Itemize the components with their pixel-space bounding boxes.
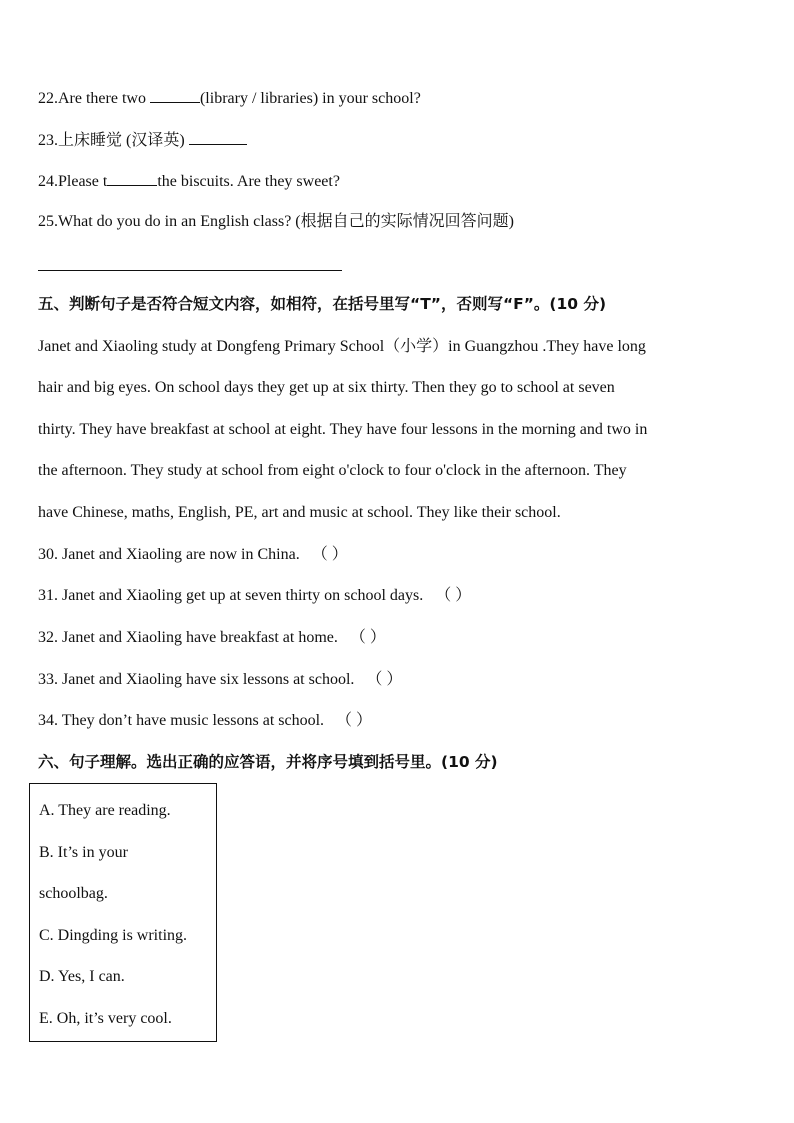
- judge-item-32: [38, 628, 386, 648]
- question-number: 23.: [38, 132, 58, 149]
- option-d: D. Yes, I can.: [39, 968, 125, 985]
- option-a: A. They are reading.: [39, 802, 171, 819]
- question-23: [38, 129, 247, 151]
- option-e: E. Oh, it’s very cool.: [39, 1010, 172, 1027]
- answer-parentheses[interactable]: （ ）: [311, 546, 348, 563]
- passage-line: hair and big eyes. On school days they get up at six thirty. Then they go to school at seven: [38, 379, 615, 396]
- question-text: What do you do in an English class? (根据自己的实际情况回答问题): [58, 213, 514, 230]
- answer-parentheses[interactable]: （ ）: [336, 712, 373, 729]
- passage-line: the afternoon. They study at school from eight o'clock to four o'clock in the afternoon. They: [38, 462, 627, 479]
- passage-line: thirty. They have breakfast at school at eight. They have four lessons in the morning and two in: [38, 421, 648, 438]
- judge-item-30: [38, 545, 348, 565]
- judge-item-33: [38, 670, 402, 690]
- answer-parentheses[interactable]: （ ）: [366, 671, 403, 688]
- question-22: [38, 87, 421, 109]
- passage-line: have Chinese, maths, English, PE, art and music at school. They like their school.: [38, 504, 561, 521]
- question-text: Are there two: [58, 90, 150, 107]
- judge-item-text: 33. Janet and Xiaoling have six lessons at school.: [38, 671, 355, 688]
- options-box: [29, 783, 217, 1042]
- judge-item-text: 34. They don’t have music lessons at school.: [38, 712, 325, 729]
- question-text-after: (library / libraries) in your school?: [199, 90, 421, 107]
- judge-item-text: 32. Janet and Xiaoling have breakfast at home.: [38, 629, 338, 646]
- question-25: [38, 212, 514, 232]
- answer-blank[interactable]: [189, 129, 247, 145]
- judge-item-31: [38, 586, 471, 606]
- answer-parentheses[interactable]: （ ）: [349, 629, 386, 646]
- question-text: 上床睡觉 (汉译英): [58, 132, 189, 149]
- section-5-heading: 五、判断句子是否符合短文内容，如相符，在括号里写“T”，否则写“F”。(10 分): [38, 295, 607, 313]
- answer-blank[interactable]: [107, 170, 157, 186]
- option-b: B. It’s in your: [39, 844, 128, 861]
- question-number: 25.: [38, 213, 58, 230]
- question-number: 22.: [38, 90, 58, 107]
- judge-item-34: [38, 711, 372, 731]
- judge-item-text: 30. Janet and Xiaoling are now in China.: [38, 546, 300, 563]
- judge-item-text: 31. Janet and Xiaoling get up at seven thirty on school days.: [38, 587, 424, 604]
- question-number: 24.: [38, 173, 58, 190]
- answer-line[interactable]: [38, 270, 342, 271]
- question-text: Please t: [58, 173, 108, 190]
- question-text-after: the biscuits. Are they sweet?: [157, 173, 340, 190]
- passage-line: Janet and Xiaoling study at Dongfeng Primary School（小学）in Guangzhou .They have long: [38, 338, 646, 355]
- section-6-heading: 六、句子理解。选出正确的应答语，并将序号填到括号里。(10 分): [38, 753, 498, 771]
- answer-parentheses[interactable]: （ ）: [435, 587, 472, 604]
- option-b-continued: schoolbag.: [39, 885, 108, 902]
- question-24: [38, 170, 340, 192]
- answer-blank[interactable]: [150, 87, 200, 103]
- option-c: C. Dingding is writing.: [39, 927, 188, 944]
